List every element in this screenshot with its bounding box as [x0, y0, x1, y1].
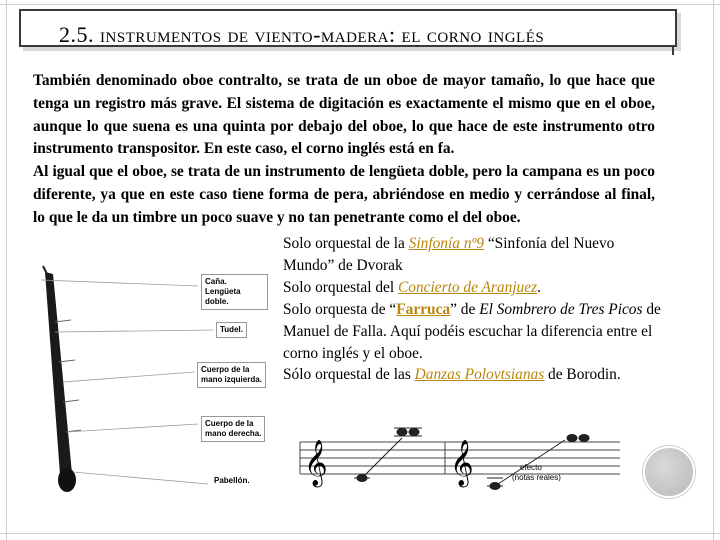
label-bocal: Tudel. [216, 322, 247, 338]
recordings-list [283, 233, 663, 386]
link-concierto-aranjuez[interactable]: Concierto de Aranjuez [398, 278, 538, 296]
link-danzas-polovtsianas[interactable]: Danzas Polovtsianas [414, 366, 545, 384]
label-upper-joint: Cuerpo de la mano izquierda. [197, 362, 266, 388]
frame-left-line [6, 0, 7, 540]
link-sinfonia-9[interactable]: Sinfonía nº9 [408, 235, 484, 252]
english-horn-figure [33, 262, 268, 494]
treble-clef-icon-2: 𝄞 [450, 440, 474, 486]
recording-item-borodin: Sólo orquestal de las Danzas Polovtsianas de Borodin. [283, 366, 621, 384]
english-horn-instrument [43, 266, 81, 492]
recording-item-aranjuez: Solo orquestal del Concierto de Aranjuez. [283, 278, 541, 296]
label-lower-joint: Cuerpo de la mano derecha. [201, 416, 265, 442]
title-box [19, 9, 677, 47]
score-caption-real-notes: (notas reales) [512, 473, 561, 482]
label-bell: Pabellón. [211, 474, 253, 488]
paragraph-description: También denominado oboe contralto, se trata de un oboe de mayor tamaño, lo que hace que tenga un registro más grave. El sistema de digitación es exactamente el mismo que en el oboe, aunque lo que suena es una quinta por debajo del oboe, lo que hace de este instrumento otro instrumento transpositor. En este caso, el corno inglés está en fa. [33, 72, 655, 158]
decorative-circle [643, 446, 695, 498]
frame-top-line [0, 4, 720, 5]
body-text [33, 70, 655, 230]
score-caption-effect: efecto [520, 463, 542, 472]
frame-right-line [713, 0, 714, 540]
score-staves [290, 410, 620, 494]
range-score [290, 410, 620, 494]
title-rule [672, 47, 674, 55]
label-reed: Caña. Lengüeta doble. [201, 274, 268, 310]
recording-item-falla: Solo orquesta de “Farruca” de El Sombrero de Tres Picos de Manuel de Falla. Aquí podéis escuchar la diferencia entre el corno inglés y el oboe. [283, 300, 661, 362]
paragraph-reed: Al igual que el oboe, se trata de un instrumento de lengüeta doble, pero la campana es un poco diferente, ya que en este caso tiene forma de pera, abriéndose en medio y cerrándose al final, lo que le da un timbre un poco suave y no tan penetrante como el del oboe. [33, 163, 655, 226]
frame-bottom-line [0, 533, 720, 534]
recording-item-dvorak: Solo orquestal de la Sinfonía nº9 “Sinfonía del Nuevo Mundo” de Dvorak [283, 235, 615, 274]
link-farruca[interactable]: Farruca [396, 300, 451, 318]
slide-title: 2.5. instrumentos de viento-madera: el corno inglés [59, 22, 545, 47]
treble-clef-icon-1: 𝄞 [304, 440, 328, 486]
work-title: El Sombrero de Tres Picos [479, 300, 643, 318]
